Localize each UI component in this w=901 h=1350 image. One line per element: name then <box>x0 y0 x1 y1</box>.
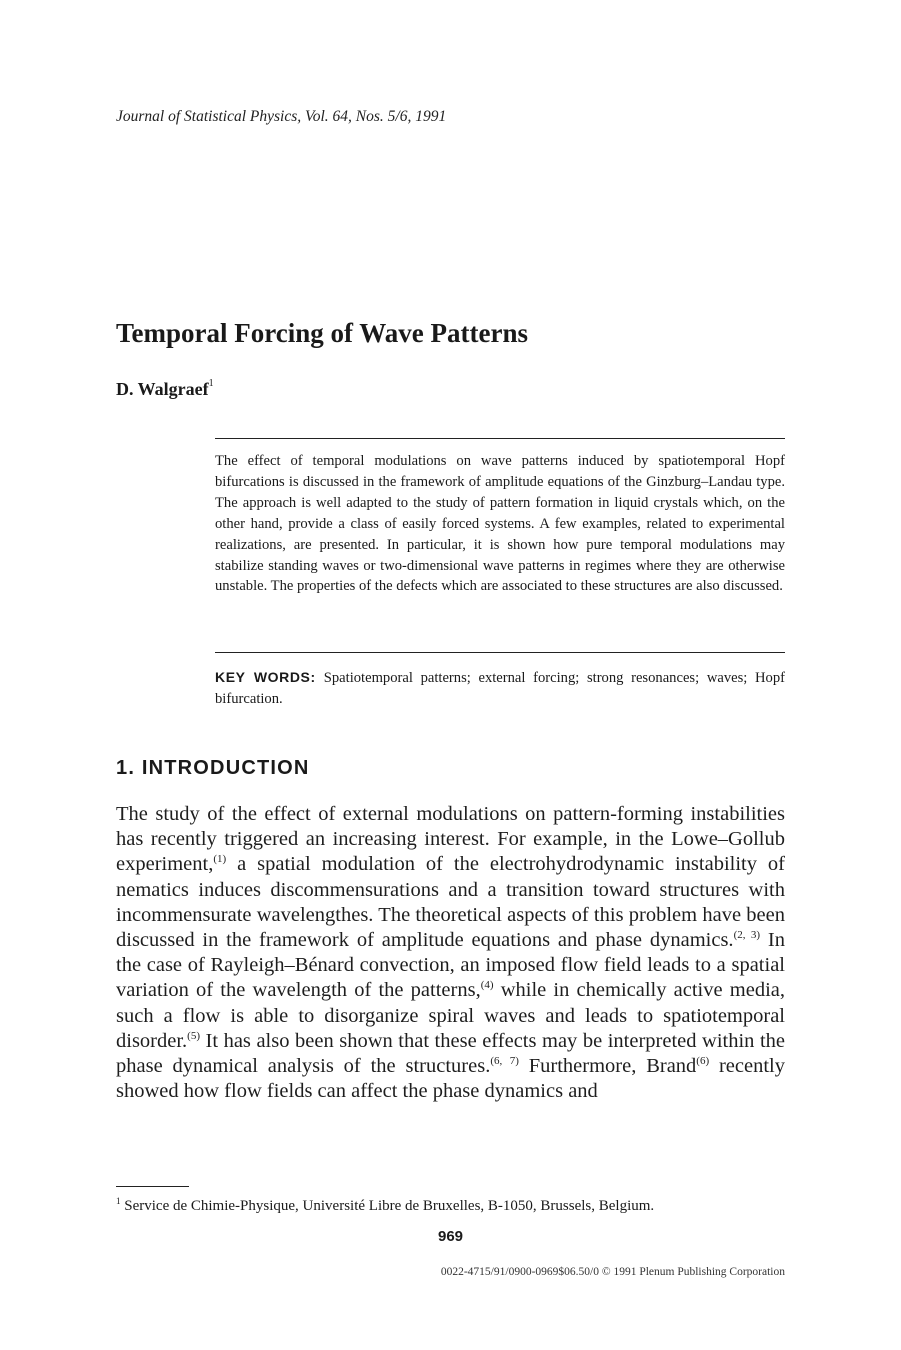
intro-text: In the case of Rayleigh–Bénard convection, an imposed flow field leads to a spatial variation of the wavelength of the patterns, <box>116 929 785 1002</box>
intro-text: a spatial modulation of the electrohydrodynamic instability of nematics induces discommensurations and a transition toward structures with incommensurate wavelengthes. The theoretical aspects of this problem have been discussed in the framework of amplitude equations and phase dynamics. <box>116 853 785 952</box>
author-name: D. Walgraef <box>116 379 209 399</box>
copyright-line: 0022-4715/91/0900-0969$06.50/0 © 1991 Plenum Publishing Corporation <box>440 1266 785 1278</box>
abstract-rule-bottom <box>215 652 785 653</box>
citation-mark: (4) <box>480 979 494 992</box>
section-heading: 1. INTRODUCTION <box>116 757 310 779</box>
footnote-rule <box>116 1186 189 1187</box>
abstract-text: The effect of temporal modulations on wave patterns induced by spatiotemporal Hopf bifurcations is discussed in the framework of amplitude equations of the Ginzburg–Landau type. The approach is well adapted to the study of pattern formation in liquid crystals which, on the other hand, provide a class of easily forced systems. A few examples, related to experimental realizations, are presented. In particular, it is shown how pure temporal modulations may stabilize standing waves or two-dimensional wave patterns in regimes where they are otherwise unstable. The properties of the defects which are associated to these structures are also discussed. <box>215 453 785 595</box>
footnote-text: Service de Chimie-Physique, Université Libre de Bruxelles, B-1050, Brussels, Belgium. <box>120 1198 655 1214</box>
keywords-label: KEY WORDS: <box>215 669 316 685</box>
journal-citation: Journal of Statistical Physics, Vol. 64, Nos. 5/6, 1991 <box>116 108 447 125</box>
intro-text: while in chemically active media, such a flow is able to disorganize spiral waves and leads to spatiotemporal disorder. <box>116 979 785 1052</box>
footnote <box>116 1196 654 1215</box>
footnote-mark: 1 <box>116 1196 121 1206</box>
author-line <box>116 379 214 400</box>
abstract-rule-top <box>215 438 785 439</box>
page-number: 969 <box>437 1228 464 1245</box>
keywords-text: Spatiotemporal patterns; external forcing; strong resonances; waves; Hopf bifurcation. <box>215 670 785 707</box>
intro-text: Furthermore, Brand <box>518 1055 697 1078</box>
introduction-paragraph <box>116 802 785 1104</box>
intro-text: The study of the effect of external modulations on pattern-forming instabilities has recently triggered an increasing interest. For example, in the Lowe–Gollub experiment, <box>116 803 785 876</box>
article-title: Temporal Forcing of Wave Patterns <box>116 318 528 348</box>
keywords <box>215 667 785 710</box>
citation-mark: (2, 3) <box>733 929 761 942</box>
intro-text: recently showed how flow fields can affect the phase dynamics and <box>116 1055 785 1103</box>
citation-mark: (1) <box>213 853 227 866</box>
citation-mark: (6, 7) <box>490 1055 519 1068</box>
citation-mark: (5) <box>187 1029 200 1042</box>
citation-mark: (6) <box>696 1055 710 1068</box>
author-footnote-mark: 1 <box>208 378 214 389</box>
intro-text: It has also been shown that these effects may be interpreted within the phase dynamical analysis of the structures. <box>116 1029 785 1078</box>
